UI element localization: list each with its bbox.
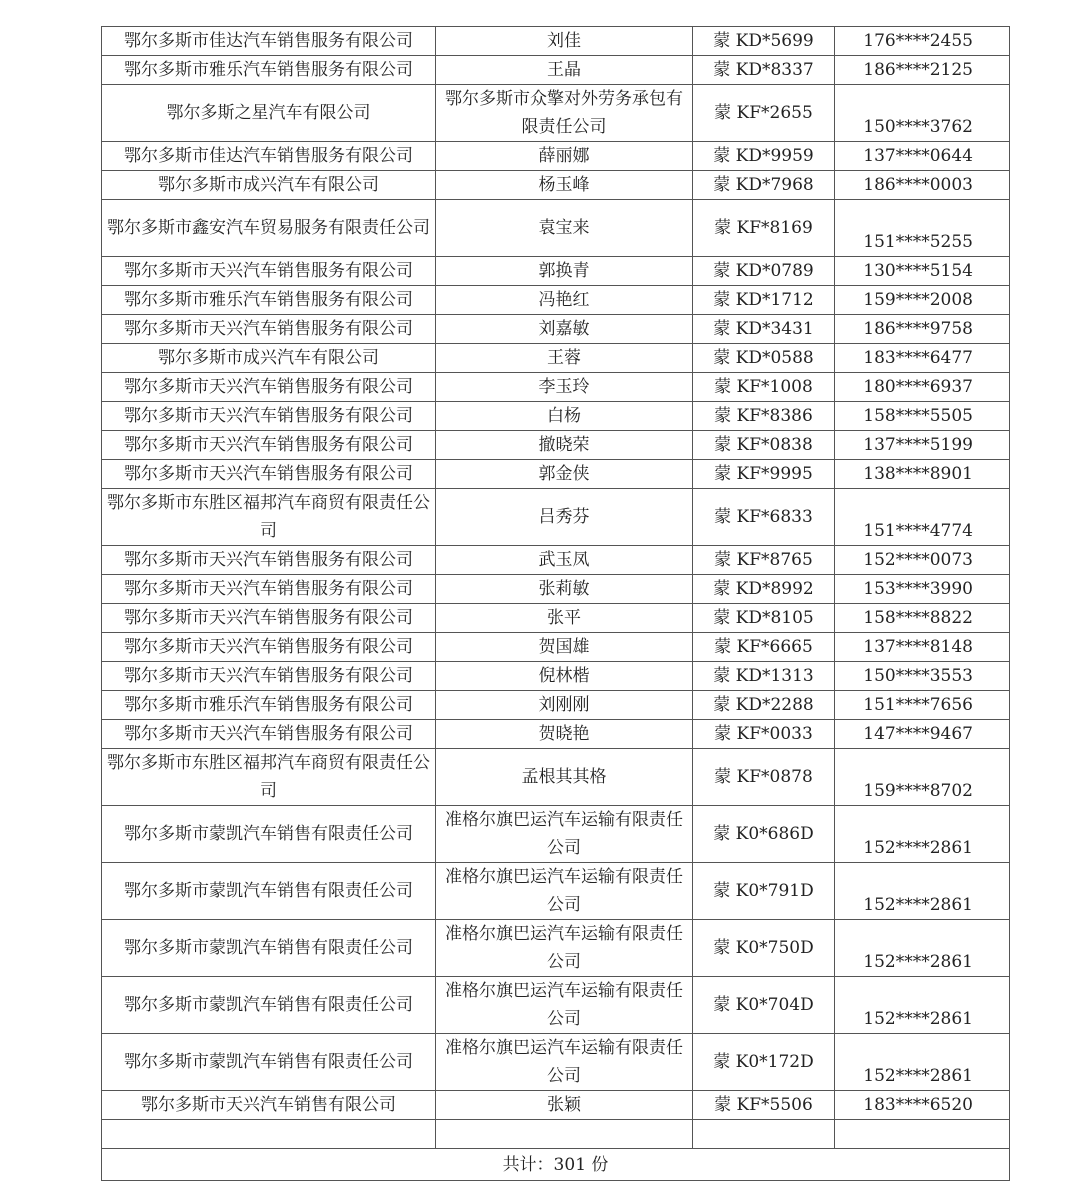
company-cell: 鄂尔多斯市蒙凯汽车销售有限责任公司 <box>102 806 436 863</box>
phone-cell: 176****2455 <box>835 27 1010 56</box>
company-cell: 鄂尔多斯之星汽车有限公司 <box>102 85 436 142</box>
phone-cell: 151****5255 <box>835 200 1010 257</box>
plate-cell: 蒙 KF*0878 <box>693 749 835 806</box>
table-row <box>102 749 1010 806</box>
company-cell: 鄂尔多斯市蒙凯汽车销售有限责任公司 <box>102 863 436 920</box>
company-cell: 鄂尔多斯市天兴汽车销售服务有限公司 <box>102 604 436 633</box>
records-table-body <box>102 27 1010 1181</box>
table-row <box>102 1091 1010 1120</box>
table-row <box>102 863 1010 920</box>
plate-cell: 蒙 KF*5506 <box>693 1091 835 1120</box>
company-cell: 鄂尔多斯市成兴汽车有限公司 <box>102 344 436 373</box>
plate-cell: 蒙 K0*750D <box>693 920 835 977</box>
name-cell: 刘刚刚 <box>436 691 693 720</box>
name-cell: 武玉凤 <box>436 546 693 575</box>
company-cell: 鄂尔多斯市天兴汽车销售服务有限公司 <box>102 575 436 604</box>
plate-cell: 蒙 KD*9959 <box>693 142 835 171</box>
table-row <box>102 257 1010 286</box>
phone-cell: 130****5154 <box>835 257 1010 286</box>
name-cell: 郭金侠 <box>436 460 693 489</box>
phone-cell: 152****2861 <box>835 863 1010 920</box>
table-row <box>102 662 1010 691</box>
table-row <box>102 373 1010 402</box>
phone-cell: 147****9467 <box>835 720 1010 749</box>
company-cell: 鄂尔多斯市雅乐汽车销售服务有限公司 <box>102 56 436 85</box>
name-cell: 撤晓荣 <box>436 431 693 460</box>
plate-cell: 蒙 KF*8169 <box>693 200 835 257</box>
plate-cell: 蒙 KF*1008 <box>693 373 835 402</box>
table-row <box>102 171 1010 200</box>
plate-cell: 蒙 KD*2288 <box>693 691 835 720</box>
table-row <box>102 344 1010 373</box>
table-row <box>102 920 1010 977</box>
phone-cell: 183****6520 <box>835 1091 1010 1120</box>
phone-cell: 158****5505 <box>835 402 1010 431</box>
table-row <box>102 286 1010 315</box>
phone-cell: 158****8822 <box>835 604 1010 633</box>
name-cell: 杨玉峰 <box>436 171 693 200</box>
table-row <box>102 56 1010 85</box>
plate-cell: 蒙 KD*1313 <box>693 662 835 691</box>
name-cell: 孟根其其格 <box>436 749 693 806</box>
company-cell: 鄂尔多斯市东胜区福邦汽车商贸有限责任公司 <box>102 749 436 806</box>
name-cell: 王晶 <box>436 56 693 85</box>
name-cell: 刘嘉敏 <box>436 315 693 344</box>
phone-cell: 152****0073 <box>835 546 1010 575</box>
phone-cell: 150****3553 <box>835 662 1010 691</box>
plate-cell: 蒙 KD*0789 <box>693 257 835 286</box>
company-cell: 鄂尔多斯市天兴汽车销售服务有限公司 <box>102 373 436 402</box>
company-cell: 鄂尔多斯市蒙凯汽车销售有限责任公司 <box>102 977 436 1034</box>
name-cell: 袁宝来 <box>436 200 693 257</box>
name-cell: 冯艳红 <box>436 286 693 315</box>
phone-cell: 137****0644 <box>835 142 1010 171</box>
plate-cell: 蒙 KF*8765 <box>693 546 835 575</box>
name-cell: 准格尔旗巴运汽车运输有限责任公司 <box>436 977 693 1034</box>
table-row <box>102 546 1010 575</box>
plate-cell: 蒙 KF*6833 <box>693 489 835 546</box>
phone-cell: 186****2125 <box>835 56 1010 85</box>
company-cell: 鄂尔多斯市天兴汽车销售服务有限公司 <box>102 720 436 749</box>
name-cell: 郭换青 <box>436 257 693 286</box>
total-cell: 共计：301 份 <box>102 1149 1010 1181</box>
plate-cell: 蒙 KD*8992 <box>693 575 835 604</box>
name-cell: 准格尔旗巴运汽车运输有限责任公司 <box>436 863 693 920</box>
plate-cell: 蒙 KD*1712 <box>693 286 835 315</box>
company-cell: 鄂尔多斯市蒙凯汽车销售有限责任公司 <box>102 920 436 977</box>
phone-cell: 151****7656 <box>835 691 1010 720</box>
plate-cell: 蒙 K0*686D <box>693 806 835 863</box>
name-cell: 吕秀芬 <box>436 489 693 546</box>
phone-cell: 152****2861 <box>835 920 1010 977</box>
name-cell: 准格尔旗巴运汽车运输有限责任公司 <box>436 806 693 863</box>
plate-cell: 蒙 KD*7968 <box>693 171 835 200</box>
table-row <box>102 575 1010 604</box>
empty-cell <box>835 1120 1010 1149</box>
empty-cell <box>693 1120 835 1149</box>
phone-cell: 138****8901 <box>835 460 1010 489</box>
plate-cell: 蒙 KF*0838 <box>693 431 835 460</box>
table-row <box>102 142 1010 171</box>
plate-cell: 蒙 KF*0033 <box>693 720 835 749</box>
company-cell: 鄂尔多斯市天兴汽车销售服务有限公司 <box>102 315 436 344</box>
plate-cell: 蒙 KD*0588 <box>693 344 835 373</box>
records-table <box>101 26 1010 1181</box>
name-cell: 薛丽娜 <box>436 142 693 171</box>
company-cell: 鄂尔多斯市东胜区福邦汽车商贸有限责任公司 <box>102 489 436 546</box>
table-row <box>102 460 1010 489</box>
table-row <box>102 489 1010 546</box>
company-cell: 鄂尔多斯市天兴汽车销售服务有限公司 <box>102 431 436 460</box>
company-cell: 鄂尔多斯市成兴汽车有限公司 <box>102 171 436 200</box>
name-cell: 白杨 <box>436 402 693 431</box>
plate-cell: 蒙 K0*791D <box>693 863 835 920</box>
name-cell: 张平 <box>436 604 693 633</box>
name-cell: 张颖 <box>436 1091 693 1120</box>
table-row <box>102 27 1010 56</box>
empty-row <box>102 1120 1010 1149</box>
table-row <box>102 720 1010 749</box>
phone-cell: 183****6477 <box>835 344 1010 373</box>
empty-cell <box>102 1120 436 1149</box>
company-cell: 鄂尔多斯市雅乐汽车销售服务有限公司 <box>102 691 436 720</box>
plate-cell: 蒙 KF*9995 <box>693 460 835 489</box>
empty-cell <box>436 1120 693 1149</box>
phone-cell: 186****9758 <box>835 315 1010 344</box>
phone-cell: 152****2861 <box>835 1034 1010 1091</box>
phone-cell: 153****3990 <box>835 575 1010 604</box>
company-cell: 鄂尔多斯市天兴汽车销售服务有限公司 <box>102 662 436 691</box>
name-cell: 刘佳 <box>436 27 693 56</box>
name-cell: 张莉敏 <box>436 575 693 604</box>
name-cell: 鄂尔多斯市众擎对外劳务承包有限责任公司 <box>436 85 693 142</box>
name-cell: 准格尔旗巴运汽车运输有限责任公司 <box>436 1034 693 1091</box>
table-row <box>102 431 1010 460</box>
phone-cell: 159****2008 <box>835 286 1010 315</box>
name-cell: 贺国雄 <box>436 633 693 662</box>
table-row <box>102 200 1010 257</box>
name-cell: 李玉玲 <box>436 373 693 402</box>
name-cell: 王蓉 <box>436 344 693 373</box>
plate-cell: 蒙 KF*8386 <box>693 402 835 431</box>
company-cell: 鄂尔多斯市天兴汽车销售服务有限公司 <box>102 257 436 286</box>
table-row <box>102 806 1010 863</box>
table-row <box>102 977 1010 1034</box>
name-cell: 准格尔旗巴运汽车运输有限责任公司 <box>436 920 693 977</box>
phone-cell: 137****8148 <box>835 633 1010 662</box>
company-cell: 鄂尔多斯市天兴汽车销售服务有限公司 <box>102 402 436 431</box>
company-cell: 鄂尔多斯市佳达汽车销售服务有限公司 <box>102 27 436 56</box>
company-cell: 鄂尔多斯市鑫安汽车贸易服务有限责任公司 <box>102 200 436 257</box>
table-row <box>102 402 1010 431</box>
phone-cell: 186****0003 <box>835 171 1010 200</box>
plate-cell: 蒙 K0*704D <box>693 977 835 1034</box>
phone-cell: 152****2861 <box>835 806 1010 863</box>
company-cell: 鄂尔多斯市天兴汽车销售服务有限公司 <box>102 546 436 575</box>
plate-cell: 蒙 KD*8105 <box>693 604 835 633</box>
total-row <box>102 1149 1010 1181</box>
company-cell: 鄂尔多斯市雅乐汽车销售服务有限公司 <box>102 286 436 315</box>
plate-cell: 蒙 KD*8337 <box>693 56 835 85</box>
company-cell: 鄂尔多斯市天兴汽车销售服务有限公司 <box>102 460 436 489</box>
company-cell: 鄂尔多斯市天兴汽车销售服务有限公司 <box>102 633 436 662</box>
table-row <box>102 315 1010 344</box>
phone-cell: 151****4774 <box>835 489 1010 546</box>
table-row <box>102 633 1010 662</box>
phone-cell: 180****6937 <box>835 373 1010 402</box>
table-row <box>102 604 1010 633</box>
company-cell: 鄂尔多斯市天兴汽车销售有限公司 <box>102 1091 436 1120</box>
company-cell: 鄂尔多斯市蒙凯汽车销售有限责任公司 <box>102 1034 436 1091</box>
phone-cell: 159****8702 <box>835 749 1010 806</box>
phone-cell: 152****2861 <box>835 977 1010 1034</box>
table-row <box>102 1034 1010 1091</box>
company-cell: 鄂尔多斯市佳达汽车销售服务有限公司 <box>102 142 436 171</box>
plate-cell: 蒙 K0*172D <box>693 1034 835 1091</box>
plate-cell: 蒙 KF*6665 <box>693 633 835 662</box>
name-cell: 贺晓艳 <box>436 720 693 749</box>
name-cell: 倪林楷 <box>436 662 693 691</box>
plate-cell: 蒙 KD*3431 <box>693 315 835 344</box>
table-row <box>102 85 1010 142</box>
plate-cell: 蒙 KD*5699 <box>693 27 835 56</box>
plate-cell: 蒙 KF*2655 <box>693 85 835 142</box>
phone-cell: 150****3762 <box>835 85 1010 142</box>
table-row <box>102 691 1010 720</box>
phone-cell: 137****5199 <box>835 431 1010 460</box>
